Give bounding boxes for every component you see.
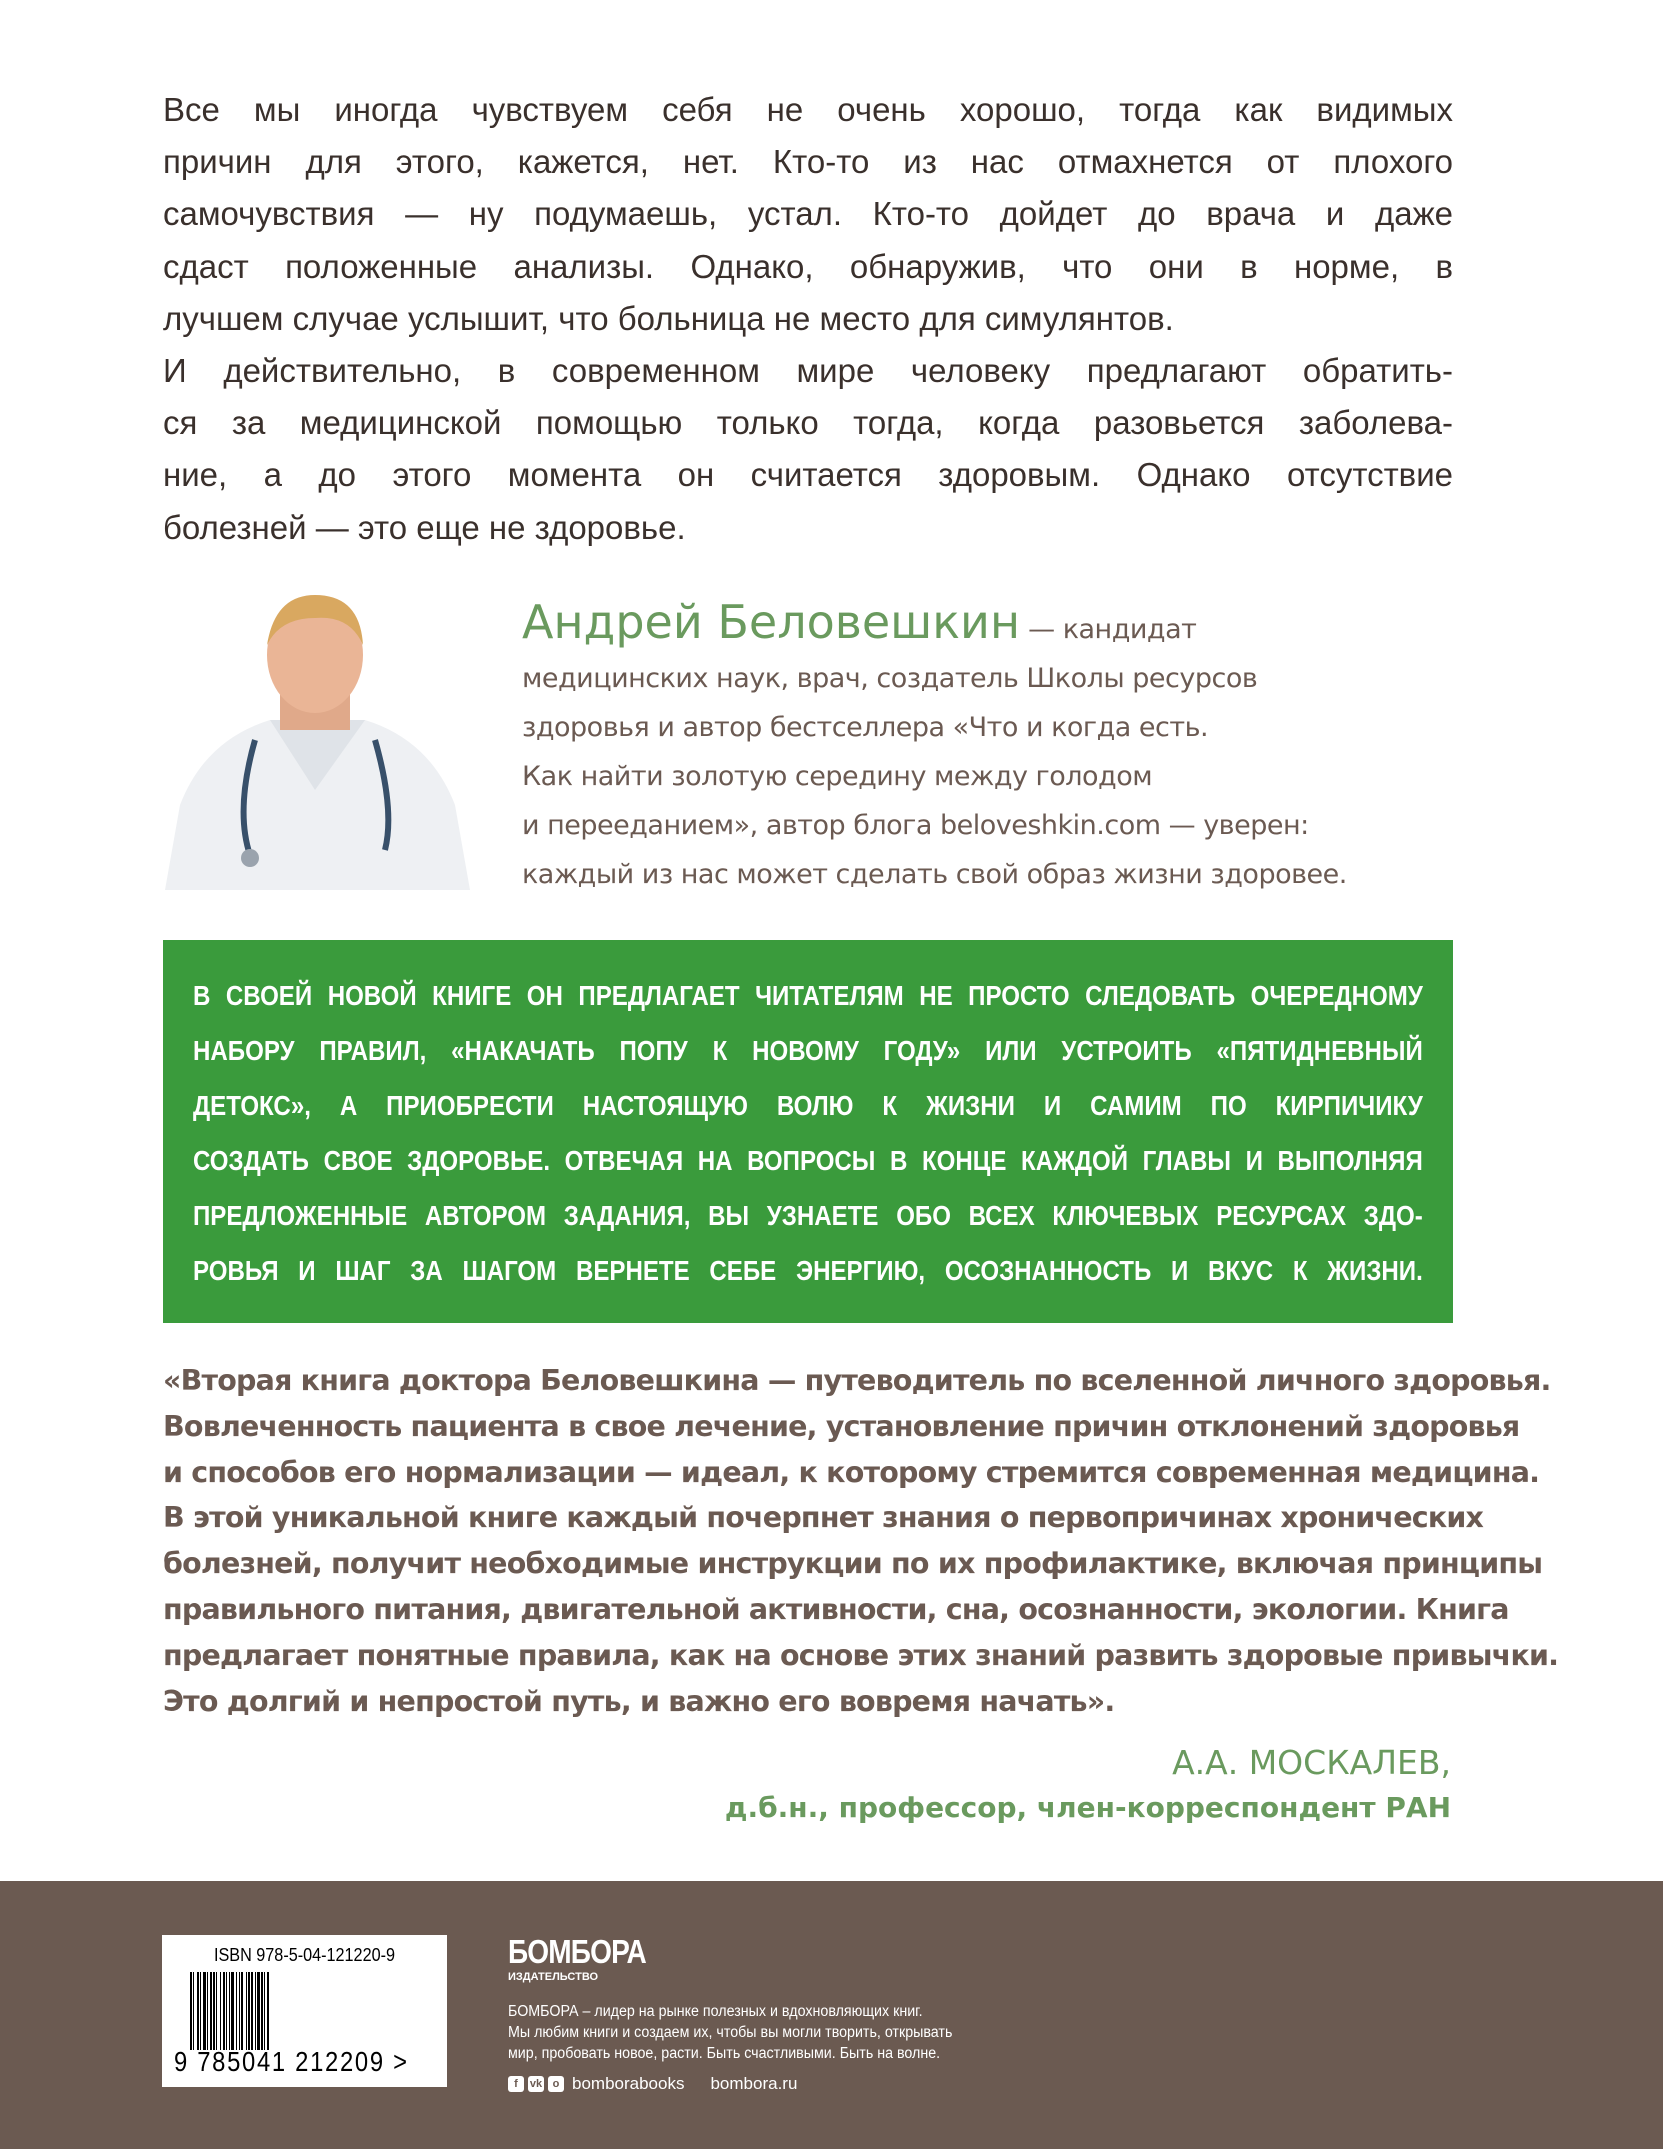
description-line: РОВЬЯ И ШАГ ЗА ШАГОМ ВЕРНЕТЕ СЕБЕ ЭНЕРГИЮ, ОСОЗНАННОСТЬ И ВКУС К ЖИЗНИ.: [193, 1255, 1423, 1286]
quote-line: и способов его нормализации — идеал, к которому стремится современная медицина.: [163, 1455, 1540, 1489]
description-line: В СВОЕЙ НОВОЙ КНИГЕ ОН ПРЕДЛАГАЕТ ЧИТАТЕЛЯМ НЕ ПРОСТО СЛЕДОВАТЬ ОЧЕРЕДНОМУ: [193, 980, 1423, 1011]
publisher-subtitle: ИЗДАТЕЛЬСТВО: [508, 1971, 599, 1983]
intro-line: самочувствия — ну подумаешь, устал. Кто-то дойдет до врача и даже: [163, 195, 1453, 233]
publisher-desc-line: Мы любим книги и создаем их, чтобы вы могли творить, открывать: [508, 2024, 953, 2041]
description-line: ДЕТОКС», А ПРИОБРЕСТИ НАСТОЯЩУЮ ВОЛЮ К ЖИЗНИ И САМИМ ПО КИРПИЧИКУ: [193, 1090, 1423, 1121]
facebook-icon: f: [508, 2076, 524, 2092]
intro-line: ся за медицинской помощью только тогда, когда разовьется заболева-: [163, 404, 1453, 442]
author-bio-line: здоровья и автор бестселлера «Что и когда есть.: [522, 712, 1209, 743]
barcode-digits: 9 785041 212209 >: [174, 2046, 409, 2077]
intro-paragraph: [163, 84, 1453, 554]
author-bio-line: каждый из нас может сделать свой образ жизни здоровее.: [522, 859, 1347, 890]
barcode-bars: [190, 1972, 435, 2050]
quote-line: болезней, получит необходимые инструкции по их профилактике, включая принципы: [163, 1547, 1543, 1581]
instagram-icon: o: [548, 2076, 564, 2092]
book-description-box: [163, 940, 1453, 1323]
review-quote: [163, 1358, 1559, 1724]
intro-line: ние, а до этого момента он считается здоровым. Однако отсутствие: [163, 456, 1453, 494]
publisher-info: [508, 1933, 991, 2094]
publisher-logo: БОМБОРА: [508, 1933, 646, 1970]
author-bio-line: медицинских наук, врач, создатель Школы ресурсов: [522, 663, 1258, 694]
isbn-barcode: [162, 1935, 447, 2087]
author-bio: [522, 595, 1382, 899]
author-name: Андрей Беловешкин: [522, 595, 1021, 649]
author-bio-line: — кандидат: [1020, 614, 1197, 645]
intro-line: сдаст положенные анализы. Однако, обнаружив, что они в норме, в: [163, 247, 1453, 285]
description-line: НАБОРУ ПРАВИЛ, «НАКАЧАТЬ ПОПУ К НОВОМУ ГОДУ» ИЛИ УСТРОИТЬ «ПЯТИДНЕВНЫЙ: [193, 1035, 1423, 1066]
intro-line: Все мы иногда чувствуем себя не очень хорошо, тогда как видимых: [163, 91, 1453, 128]
intro-line: И действительно, в современном мире человеку предлагают обратить-: [163, 352, 1453, 390]
intro-line: лучшем случае услышит, что больница не место для симулянтов.: [163, 299, 1174, 337]
isbn-text: ISBN 978-5-04-121220-9: [213, 1945, 396, 1965]
intro-line: болезней — это еще не здоровье.: [163, 508, 686, 546]
review-signature: [725, 1740, 1451, 1830]
reviewer-name: А.А. МОСКАЛЕВ,: [1172, 1743, 1451, 1782]
intro-line: причин для этого, кажется, нет. Кто-то из нас отмахнется от плохого: [163, 143, 1453, 181]
author-bio-line: Как найти золотую середину между голодом: [522, 761, 1153, 792]
author-bio-line: и перееданием», автор блога beloveshkin.com — уверен:: [522, 810, 1309, 841]
quote-line: предлагает понятные правила, как на основе этих знаний развить здоровые привычки.: [163, 1638, 1559, 1672]
quote-line: «Вторая книга доктора Беловешкина — путеводитель по вселенной личного здоровья.: [163, 1364, 1551, 1397]
description-line: ПРЕДЛОЖЕННЫЕ АВТОРОМ ЗАДАНИЯ, ВЫ УЗНАЕТЕ ОБО ВСЕХ КЛЮЧЕВЫХ РЕСУРСАХ ЗДО-: [193, 1200, 1423, 1231]
description-line: СОЗДАТЬ СВОЕ ЗДОРОВЬЕ. ОТВЕЧАЯ НА ВОПРОСЫ В КОНЦЕ КАЖДОЙ ГЛАВЫ И ВЫПОЛНЯЯ: [193, 1145, 1423, 1176]
quote-line: Это долгий и непростой путь, и важно его вовремя начать».: [163, 1684, 1115, 1718]
vk-icon: vk: [529, 2078, 543, 2090]
quote-line: В этой уникальной книге каждый почерпнет знания о первопричинах хронических: [163, 1501, 1484, 1535]
website: bombora.ru: [710, 2074, 798, 2093]
reviewer-title: д.б.н., профессор, член-корреспондент РАН: [724, 1791, 1451, 1824]
publisher-desc-line: БОМБОРА – лидер на рынке полезных и вдохновляющих книг.: [508, 2003, 923, 2020]
social-handle: bomborabooks: [572, 2074, 685, 2093]
quote-line: Вовлеченность пациента в свое лечение, установление причин отклонений здоровья: [163, 1409, 1520, 1443]
publisher-desc-line: мир, пробовать новое, расти. Быть счастливыми. Быть на волне.: [508, 2045, 941, 2062]
author-photo: [165, 590, 470, 890]
quote-line: правильного питания, двигательной активности, сна, осознанности, экологии. Книга: [163, 1592, 1509, 1626]
barcode-bar: [269, 1972, 270, 2050]
